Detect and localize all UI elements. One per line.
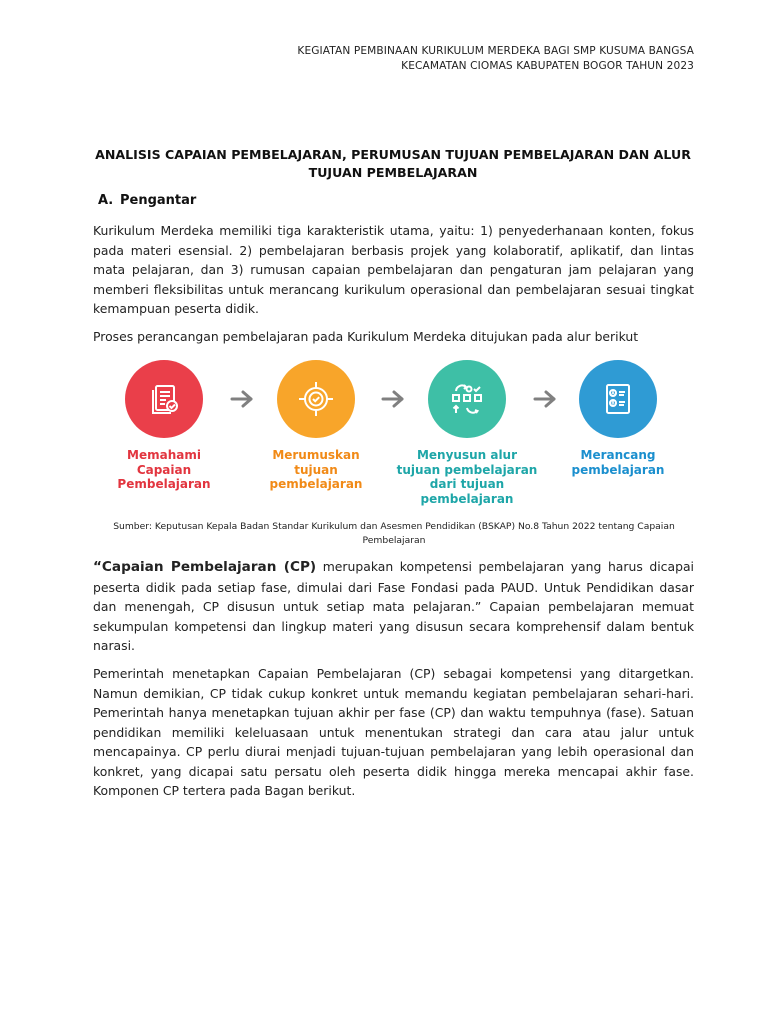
step-3-label: Menyusun alur tujuan pembelajaran dari tujuan pembelajaran: [396, 448, 538, 506]
title-line-2: TUJUAN PEMBELAJARAN: [308, 165, 478, 180]
paragraph-process: Proses perancangan pembelajaran pada Kurikulum Merdeka ditujukan pada alur berikut: [93, 329, 639, 344]
section-heading: [98, 193, 196, 208]
lesson-plan-icon: [597, 378, 639, 420]
svg-text:B: B: [611, 400, 615, 406]
page-header: [297, 44, 694, 73]
flow-step-4: [543, 360, 693, 477]
cp-term: “Capaian Pembelajaran (CP): [93, 559, 317, 575]
step-4-label: Merancang pembelajaran: [571, 448, 665, 477]
flow-step-1: [89, 360, 239, 492]
paragraph-cp-government: Pemerintah menetapkan Capaian Pembelajaran (CP) sebagai kompetensi yang ditargetkan. Namun demikian, CP tidak cukup konkret untuk memandu kegiatan pembelajaran sehari-hari. Pemerintah hanya menetapkan tujuan akhir per fase (CP) dan waktu tempuhnya (fase). Satuan pendidikan memiliki keleluasaan untuk menentukan strategi dan cara atau jalur untuk mencapainya. CP perlu diurai menjadi tujuan-tujuan pembelajaran yang lebih operasional dan konkret, yang dicapai satu persatu oleh peserta didik hingga mereka mencapai akhir fase. Komponen CP tertera pada Bagan berikut.: [93, 666, 694, 798]
target-icon: [294, 377, 338, 421]
step-1-circle: [125, 360, 203, 438]
section-number: A.: [98, 193, 114, 208]
sequence-icon: [445, 377, 489, 421]
flow-step-3: [392, 360, 542, 506]
flow-step-2: [241, 360, 391, 492]
paragraph-intro: Kurikulum Merdeka memiliki tiga karakteristik utama, yaitu: 1) penyederhanaan konten, fokus pada materi esensial. 2) pembelajaran berbasis projek yang kolaboratif, aplikatif, dan lintas mata pelajaran, dan 3) rumusan capaian pembelajaran dan pengaturan jam pelajaran yang memberi fleksibilitas untuk merancang kurikulum operasional dan pembelajaran sesuai tingkat kemampuan peserta didik.: [93, 223, 694, 316]
figure-caption: Sumber: Keputusan Kepala Badan Standar Kurikulum dan Asesmen Pendidikan (BSKAP) No.8 Tahun 2022 tentang Capaian Pembelajaran: [113, 521, 675, 546]
process-flow: [92, 360, 698, 510]
title-line-1: ANALISIS CAPAIAN PEMBELAJARAN, PERUMUSAN TUJUAN PEMBELAJARAN DAN ALUR: [95, 147, 691, 162]
section-label: Pengantar: [120, 193, 197, 208]
document-title: [90, 146, 696, 182]
step-4-circle: [579, 360, 657, 438]
step-2-circle: [277, 360, 355, 438]
step-1-label: Memahami Capaian Pembelajaran: [117, 448, 211, 491]
step-2-label: Merumuskan tujuan pembelajaran: [269, 448, 363, 491]
paragraph-cp-definition: [93, 557, 694, 656]
step-3-circle: [428, 360, 506, 438]
document-checklist-icon: [144, 379, 184, 419]
cp-definition-text: merupakan kompetensi pembelajaran yang harus dicapai peserta didik pada setiap fase, dimulai dari Fase Fondasi pada PAUD. Untuk Pendidikan dasar dan menengah, CP disusun untuk setiap mata pelajaran.” Capaian pembelajaran memuat sekumpulan kompetensi dan lingkup materi yang disusun secara komprehensif dalam bentuk narasi.: [93, 559, 694, 653]
svg-text:A: A: [611, 390, 615, 396]
header-line-1: KEGIATAN PEMBINAAN KURIKULUM MERDEKA BAGI SMP KUSUMA BANGSA: [297, 45, 694, 57]
header-line-2: KECAMATAN CIOMAS KABUPATEN BOGOR TAHUN 2023: [401, 59, 694, 72]
